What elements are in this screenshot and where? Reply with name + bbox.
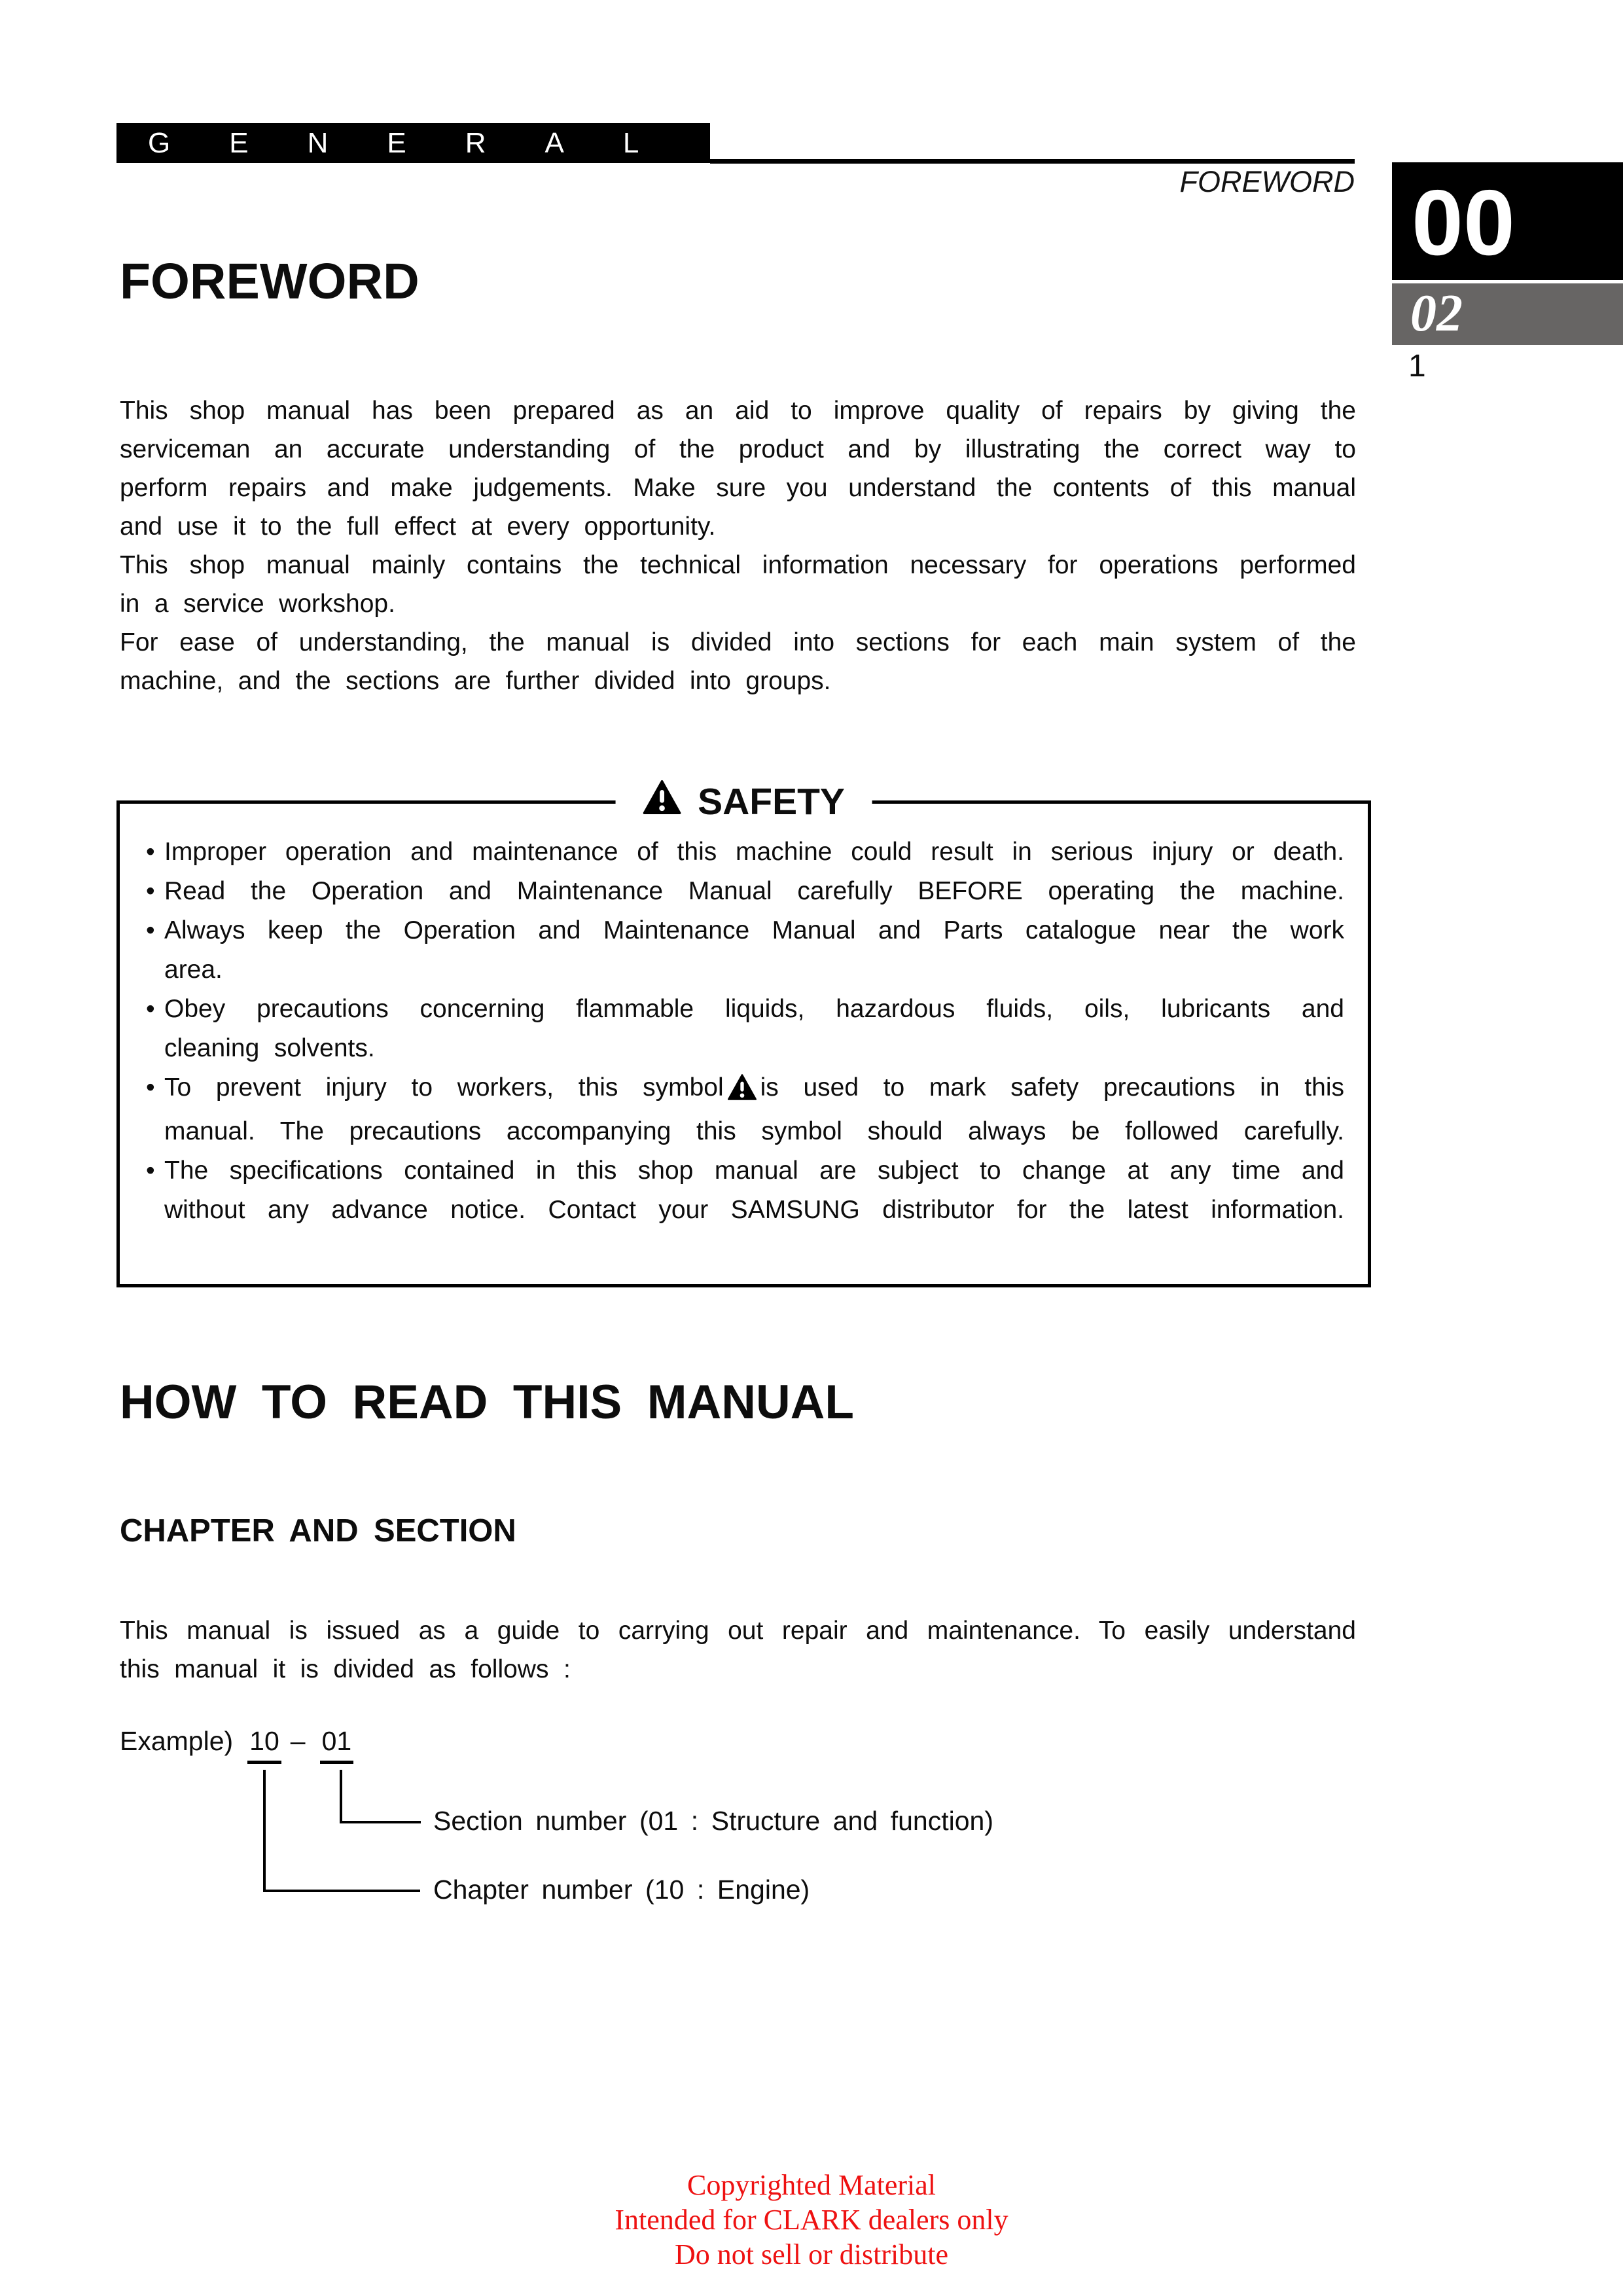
body-line: this manual it is divided as follows : bbox=[120, 1655, 571, 1683]
body-line: serviceman an accurate understanding of the product and by illustrating the correct way to bbox=[120, 435, 1356, 463]
footer-line: Copyrighted Material bbox=[687, 2169, 936, 2201]
chapter-code: 00 bbox=[1412, 171, 1515, 275]
chapter-code-box bbox=[1392, 162, 1623, 280]
body-line: perform repairs and make judgements. Make sure you understand the contents of this manual bbox=[120, 474, 1356, 502]
safety-title bbox=[615, 780, 872, 823]
foreword-paragraph bbox=[120, 391, 1356, 700]
footer-line: Intended for CLARK dealers only bbox=[615, 2204, 1008, 2236]
safety-notice-box bbox=[116, 781, 1371, 1287]
body-line: For ease of understanding, the manual is divided into sections for each main system of the bbox=[120, 628, 1356, 656]
example-label: Example) bbox=[120, 1726, 234, 1756]
safety-bullet-list bbox=[146, 833, 1344, 1230]
body-line: and use it to the full effect at every opportunity. bbox=[120, 512, 716, 541]
safety-title-label: SAFETY bbox=[698, 781, 845, 823]
page-number: 1 bbox=[1408, 349, 1426, 384]
section-code-box bbox=[1392, 283, 1623, 345]
how-to-read-paragraph bbox=[120, 1611, 1356, 1689]
chapter-and-section-heading: CHAPTER AND SECTION bbox=[120, 1513, 516, 1549]
body-line: This shop manual mainly contains the technical information necessary for operations performed bbox=[120, 551, 1356, 579]
body-line: in a service workshop. bbox=[120, 590, 395, 618]
example-dash: – bbox=[290, 1726, 306, 1756]
body-line: This manual is issued as a guide to carrying out repair and maintenance. To easily understand bbox=[120, 1617, 1356, 1645]
chapter-tab-label: GENERAL bbox=[148, 127, 698, 159]
section-leader-line-horizontal bbox=[340, 1821, 421, 1823]
safety-bullet: • To prevent injury to workers, this symbol is used to mark safety precautions in this manual. The precautions accompanying this symbol should always be followed carefully. bbox=[146, 1073, 1344, 1145]
chapter-leader-line-vertical bbox=[263, 1770, 266, 1892]
example-section-number: 01 bbox=[320, 1725, 354, 1764]
copyright-footer bbox=[0, 2168, 1623, 2272]
chapter-tab-general bbox=[116, 123, 710, 163]
body-line: This shop manual has been prepared as an aid to improve quality of repairs by giving the bbox=[120, 397, 1356, 425]
section-code: 02 bbox=[1410, 285, 1463, 342]
header-rule bbox=[710, 159, 1355, 164]
chapter-number-label: Chapter number (10 : Engine) bbox=[433, 1874, 810, 1905]
chapter-leader-line-horizontal bbox=[263, 1890, 420, 1892]
section-leader-line-vertical bbox=[340, 1770, 342, 1823]
warning-triangle-icon bbox=[643, 780, 681, 823]
safety-bullet: • Always keep the Operation and Maintenance Manual and Parts catalogue near the work area. bbox=[146, 916, 1344, 984]
safety-bullet: • Obey precautions concerning flammable liquids, hazardous fluids, oils, lubricants and cleaning solvents. bbox=[146, 995, 1344, 1062]
safety-bullet: • Improper operation and maintenance of this machine could result in serious injury or death. bbox=[146, 838, 1344, 866]
safety-bullet: • The specifications contained in this shop manual are subject to change at any time and without any advance notice. Contact your SAMSUNG distributor for the latest information. bbox=[146, 1157, 1344, 1224]
footer-line: Do not sell or distribute bbox=[675, 2238, 948, 2270]
running-head-foreword: FOREWORD bbox=[1179, 165, 1355, 198]
example-code bbox=[120, 1725, 353, 1764]
body-line: machine, and the sections are further divided into groups. bbox=[120, 667, 831, 695]
warning-triangle-icon bbox=[728, 1073, 757, 1112]
how-to-read-heading: HOW TO READ THIS MANUAL bbox=[120, 1376, 854, 1429]
foreword-heading: FOREWORD bbox=[120, 253, 419, 310]
safety-bullet: • Read the Operation and Maintenance Manual carefully BEFORE operating the machine. bbox=[146, 877, 1344, 905]
section-number-label: Section number (01 : Structure and function) bbox=[433, 1806, 993, 1836]
example-chapter-number: 10 bbox=[247, 1725, 281, 1764]
